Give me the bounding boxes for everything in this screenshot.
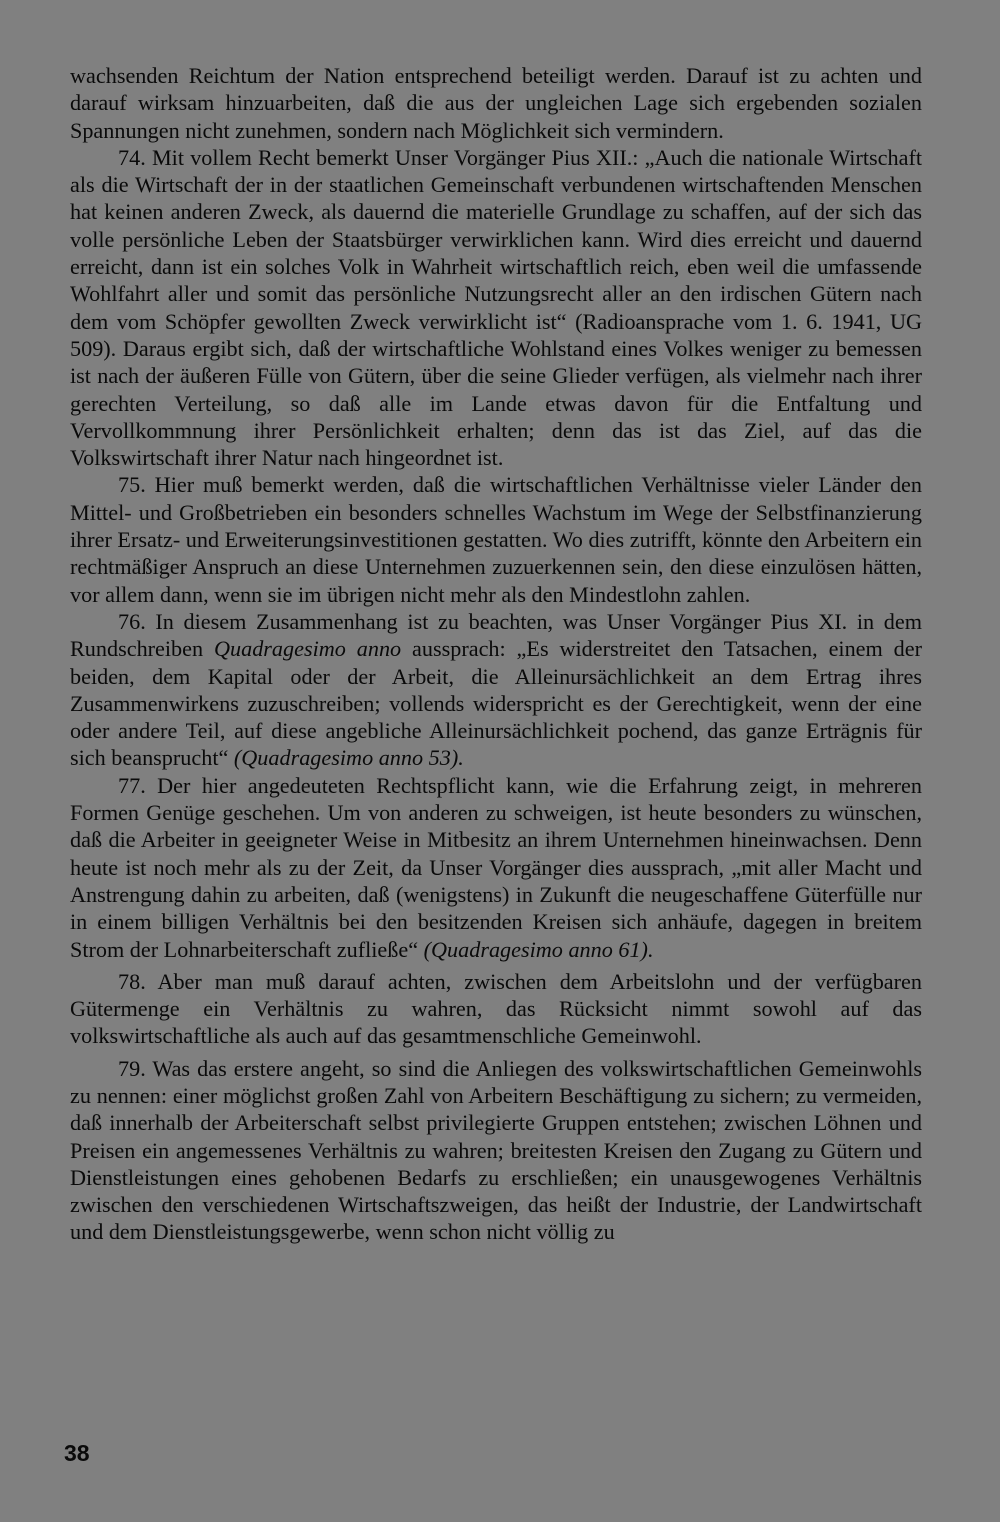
paragraph-77-text: 77. Der hier angedeuteten Rechtspflicht kann, wie die Erfahrung zeigt, in mehreren Formen Genüge geschehen. Um von anderen zu schweigen, ist heute besonders zu wünschen, daß die Arbeiter in geeigneter Weise in Mitbesitz an ihrem Unternehmen hineinwachsen. Denn heute ist noch mehr als zu der Zeit, da Unser Vorgänger dies aussprach, „mit aller Macht und Anstrengung dahin zu arbeiten, daß (wenigstens) in Zukunft die neugeschaffene Güterfülle nur in einem billigen Verhältnis bei den besitzenden Kreisen sich anhäufe, dagegen in breitem Strom der Lohnarbeiterschaft zufließe“ [70,772,922,962]
paragraph-77-citation: (Quadragesimo anno 61). [423,936,654,962]
paragraph-76-title-italic: Quadragesimo anno [213,636,402,662]
paragraph-77 [70,772,922,963]
paragraph-76-text-c: aussprach: „Es widerstreitet den Tatsachen, einem der beiden, dem Kapital oder der Arbeit, die Alleinursächlichkeit an dem Ertrag ihres Zusammenwirkens zuzuschreiben; vollends widerspricht es der Gerechtigkeit, wenn der eine oder andere Teil, auf diese angebliche Alleinursächlichkeit pochend, das ganze Erträgnis für sich beansprucht“ [70,636,923,771]
paragraph-76 [70,608,922,772]
page-body [70,62,922,1246]
paragraph-74: 74. Mit vollem Recht bemerkt Unser Vorgänger Pius XII.: „Auch die nationale Wirtschaft als die Wirtschaft der in der staatlichen Gemeinschaft verbundenen wirtschaftenden Menschen hat keinen anderen Zweck, als dauernd die materielle Grundlage zu schaffen, auf der sich das volle persönliche Leben der Staatsbürger verwirklichen kann. Wird dies erreicht und dauernd erreicht, dann ist ein solches Volk in Wahrheit wirtschaftlich reich, eben weil die umfassende Wohlfahrt aller und somit das persönliche Nutzungsrecht aller an den irdischen Gütern nach dem vom Schöpfer gewollten Zweck verwirklicht ist“ (Radioansprache vom 1. 6. 1941, UG 509). Daraus ergibt sich, daß der wirtschaftliche Wohlstand eines Volkes weniger zu bemessen ist nach der äußeren Fülle von Gütern, über die seine Glieder verfügen, als vielmehr nach ihrer gerechten Verteilung, so daß alle im Lande etwas davon für die Entfaltung und Vervollkommnung ihrer Persönlichkeit erhalten; denn das ist das Ziel, auf das die Volkswirtschaft ihrer Natur nach hingeordnet ist. [70,144,922,471]
page-number: 38 [64,1440,90,1466]
paragraph-79: 79. Was das erstere angeht, so sind die Anliegen des volkswirtschaftlichen Gemeinwohls zu nennen: einer möglichst großen Zahl von Arbeitern Beschäftigung zu sichern; zu vermeiden, daß innerhalb der Arbeiterschaft selbst privilegierte Gruppen entstehen; zwischen Löhnen und Preisen ein angemessenes Verhältnis zu wahren; breitesten Kreisen den Zugang zu Gütern und Dienstleistungen eines gehobenen Bedarfs zu erschließen; ein unausgewogenes Verhältnis zwischen den verschiedenen Wirtschaftszweigen, das heißt der Industrie, der Landwirtschaft und dem Dienstleistungsgewerbe, wenn schon nicht völlig zu [70,1055,922,1245]
paragraph-73-continuation: wachsenden Reichtum der Nation entsprechend beteiligt werden. Darauf ist zu achten und darauf wirksam hinzuarbeiten, daß die aus der ungleichen Lage sich ergebenden sozialen Spannungen nicht zunehmen, sondern nach Möglichkeit sich vermindern. [70,63,922,143]
paragraph-76-citation: (Quadragesimo anno 53). [233,745,464,771]
paragraph-78: 78. Aber man muß darauf achten, zwischen dem Arbeitslohn und der verfügbaren Gütermenge ein Verhältnis zu wahren, das Rücksicht nimmt sowohl auf das volkswirtschaftliche als auch auf das gesamtmenschliche Gemeinwohl. [70,968,922,1049]
paragraph-76-text-a: 76. In diesem Zusammenhang ist zu beachten, was Unser Vorgänger Pius XI. in dem Rundschreiben [70,608,922,662]
paragraph-75: 75. Hier muß bemerkt werden, daß die wirtschaftlichen Verhältnisse vieler Länder den Mittel- und Großbetrieben ein besonders schnelles Wachstum im Wege der Selbstfinanzierung ihrer Ersatz- und Erweiterungsinvestitionen gestatten. Wo dies zutrifft, könnte den Arbeitern ein rechtmäßiger Anspruch an diese Unternehmen zuzuerkennen sein, den diese einzulösen hätten, vor allem dann, wenn sie im übrigen nicht mehr als den Mindestlohn zahlen. [70,472,922,607]
